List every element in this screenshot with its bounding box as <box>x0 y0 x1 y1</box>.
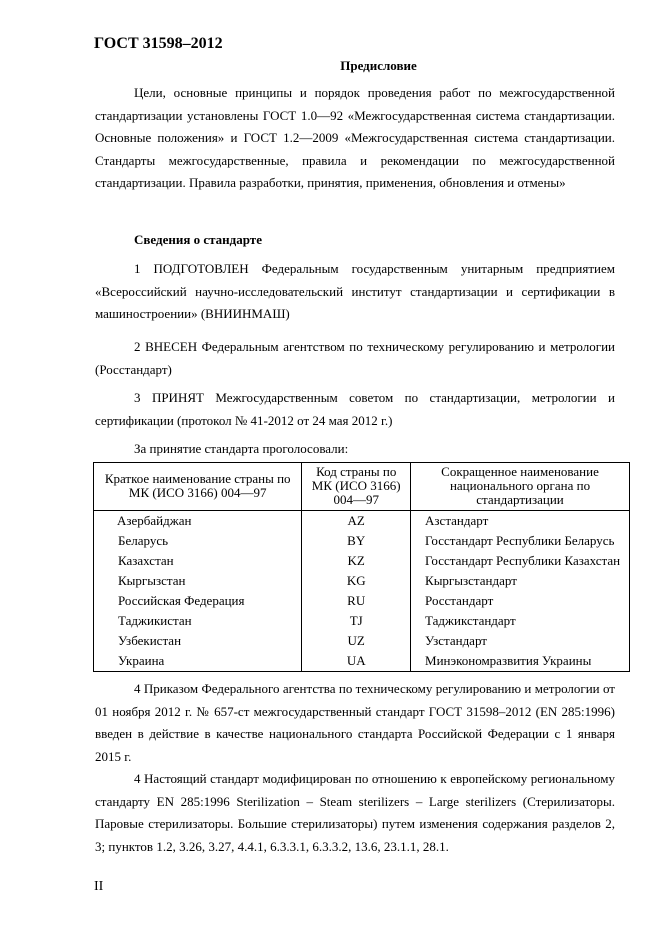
country-name: Таджикистан <box>94 611 302 631</box>
country-name: Российская Федерация <box>94 591 302 611</box>
standards-body: Росстандарт <box>411 591 630 611</box>
standards-body: Таджикстандарт <box>411 611 630 631</box>
table-row <box>94 611 630 631</box>
table-row <box>94 631 630 651</box>
member-states-table <box>93 462 630 672</box>
standard-item-4-modification: 4 Настоящий стандарт модифицирован по отношению к европейскому региональному стандарту EN 285:1996 Sterilization – Steam sterilizers – Large sterilizers (Стерилизаторы. Паровые стерилизаторы. Большие стерилизаторы) путем изменения содержания разделов 2, 3; пунктов 1.2, 3.26, 3.27, 4.4.1, 6.3.3.1, 6.3.3.2, 13.6, 23.1.1, 28.1. <box>95 771 615 854</box>
standards-body: Госстандарт Республики Беларусь <box>411 531 630 551</box>
standard-item-3: 3 ПРИНЯТ Межгосударственным советом по стандартизации, метрологии и сертификации (протокол № 41-2012 от 24 мая 2012 г.) <box>95 390 615 428</box>
country-code: UA <box>302 651 411 672</box>
country-code: KG <box>302 571 411 591</box>
table-row <box>94 571 630 591</box>
table-row <box>94 651 630 672</box>
standards-body: Госстандарт Республики Казахстан <box>411 551 630 571</box>
country-code: TJ <box>302 611 411 631</box>
page-number: II <box>94 879 104 894</box>
foreword-title: Предисловие <box>340 58 417 73</box>
standard-info-title: Сведения о стандарте <box>134 232 262 247</box>
standards-body: Узстандарт <box>411 631 630 651</box>
country-name: Узбекистан <box>94 631 302 651</box>
standards-body: Кыргызстандарт <box>411 571 630 591</box>
standard-item-4-enactment: 4 Приказом Федерального агентства по техническому регулированию и метрологии от 01 ноября 2012 г. № 657-ст межгосударственный стандарт ГОСТ 31598–2012 (EN 285:1996) введен в действие в качестве национального стандарта Российской Федерации с 1 января 2015 г. <box>95 681 615 764</box>
header-code: Код страны по МК (ИСО 3166) 004—97 <box>302 463 411 511</box>
vote-intro: За принятие стандарта проголосовали: <box>134 441 349 456</box>
header-body: Сокращенное наименование национального органа по стандартизации <box>411 463 630 511</box>
standard-item-2: 2 ВНЕСЕН Федеральным агентством по техническому регулированию и метрологии (Росстандарт) <box>95 339 615 377</box>
country-code: BY <box>302 531 411 551</box>
table-row <box>94 531 630 551</box>
document-code: ГОСТ 31598–2012 <box>94 35 223 52</box>
table-header-row <box>94 463 630 511</box>
country-name: Кыргызстан <box>94 571 302 591</box>
standard-item-1: 1 ПОДГОТОВЛЕН Федеральным государственным унитарным предприятием «Всероссийский научно-исследовательский институт стандартизации и сертификации в машиностроении» (ВНИИНМАШ) <box>95 261 615 321</box>
country-code: KZ <box>302 551 411 571</box>
country-code: RU <box>302 591 411 611</box>
country-code: AZ <box>302 511 411 532</box>
header-country: Краткое наименование страны по МК (ИСО 3166) 004—97 <box>94 463 302 511</box>
standards-body: Минэкономразвития Украины <box>411 651 630 672</box>
country-name: Казахстан <box>94 551 302 571</box>
foreword-intro: Цели, основные принципы и порядок проведения работ по межгосударственной стандартизации установлены ГОСТ 1.0—92 «Межгосударственная система стандартизации. Основные положения» и ГОСТ 1.2—2009 «Межгосударственная система стандартизации. Стандарты межгосударственные, правила и рекомендации по межгосударственной стандартизации. Правила разработки, принятия, применения, обновления и отмены» <box>95 85 615 190</box>
table-row <box>94 591 630 611</box>
table-row <box>94 551 630 571</box>
country-name: Беларусь <box>94 531 302 551</box>
country-code: UZ <box>302 631 411 651</box>
table-row <box>94 511 630 532</box>
country-name: Азербайджан <box>94 511 302 532</box>
country-name: Украина <box>94 651 302 672</box>
standards-body: Азстандарт <box>411 511 630 532</box>
